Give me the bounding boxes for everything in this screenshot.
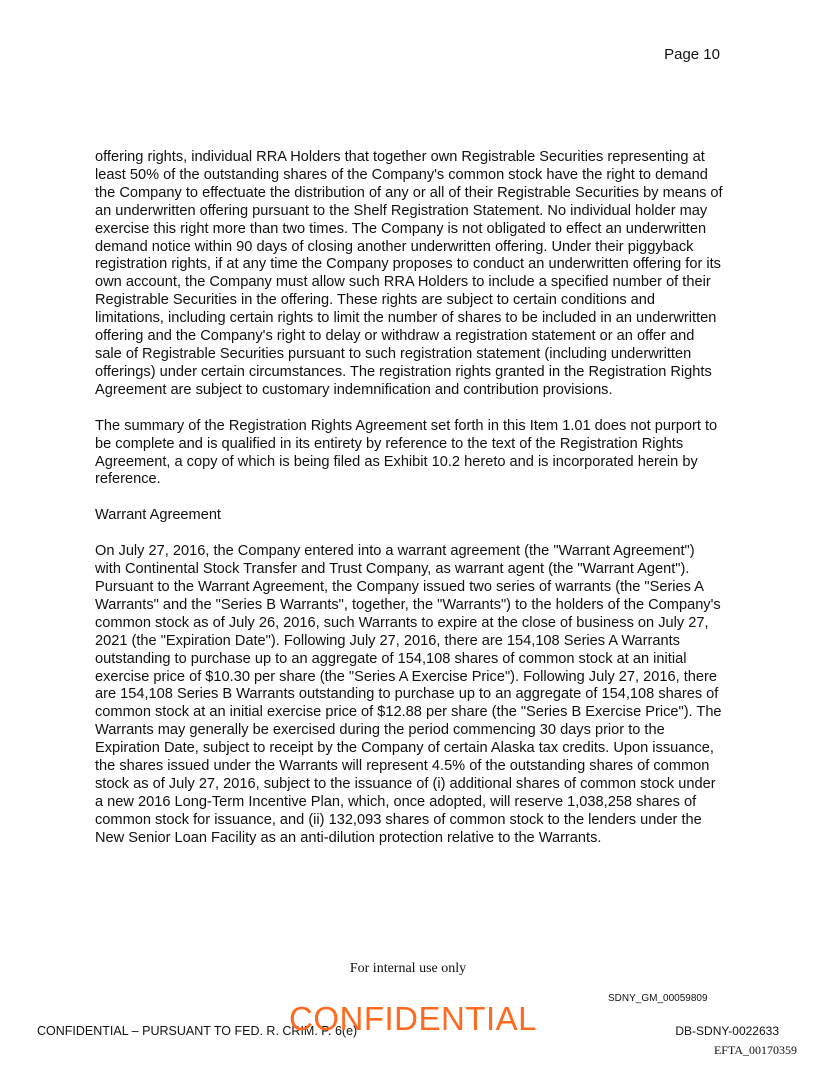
bates-number-efta: EFTA_00170359 xyxy=(713,1043,797,1057)
bates-number-db-sdny: DB-SDNY-0022633 xyxy=(675,1024,779,1038)
paragraph-rra-summary: The summary of the Registration Rights Agreement set forth in this Item 1.01 does not purport to be complete and is qualified in its entirety by reference to the text of the Registration Rights Agreement, a copy of which is being filed as Exhibit 10.2 hereto and is incorporated herein by reference. xyxy=(95,417,718,488)
confidential-notice: CONFIDENTIAL – PURSUANT TO FED. R. CRIM. P. 6(e) xyxy=(37,1024,358,1038)
internal-use-notice: For internal use only xyxy=(349,961,467,976)
paragraph-offering-rights: offering rights, individual RRA Holders that together own Registrable Securities representing at least 50% of the outstanding shares of the Company's common stock have the right to demand the Company to effectuate the distribution of any or all of their Registrable Securities by means of an underwritten offering pursuant to the Shelf Registration Statement. No individual holder may exercise this right more than two times. The Company is not obligated to effect an underwritten demand notice within 90 days of closing another underwritten offering. Under their piggyback registration rights, if at any time the Company proposes to conduct an underwritten offering for its own account, the Company must allow such RRA Holders to include a specified number of their Registrable Securities in the offering. These rights are subject to certain conditions and limitations, including certain rights to limit the number of shares to be included in an underwritten offering and the Company's right to delay or withdraw a registration statement or an offer and sale of Registrable Securities pursuant to such registration statement (including underwritten offerings) under certain circumstances. The registration rights granted in the Registration Rights Agreement are subject to customary indemnification and contribution provisions. xyxy=(95,149,723,398)
section-heading-warrant-agreement: Warrant Agreement xyxy=(95,507,221,524)
document-body xyxy=(95,149,723,866)
page-number: Page 10 xyxy=(664,46,720,63)
bates-number-sdny-gm: SDNY_GM_00059809 xyxy=(608,993,708,1004)
confidential-watermark: CONFIDENTIAL xyxy=(288,1000,538,1037)
paragraph-warrant-agreement: On July 27, 2016, the Company entered into a warrant agreement (the "Warrant Agreement") with Continental Stock Transfer and Trust Company, as warrant agent (the "Warrant Agent"). Pursuant to the Warrant Agreement, the Company issued two series of warrants (the "Series A Warrants" and the "Series B Warrants", together, the "Warrants") to the holders of the Company's common stock as of July 26, 2016, such Warrants to expire at the close of business on July 27, 2021 (the "Expiration Date"). Following July 27, 2016, there are 154,108 Series A Warrants outstanding to purchase up to an aggregate of 154,108 shares of common stock at an initial exercise price of $10.30 per share (the "Series A Exercise Price"). Following July 27, 2016, there are 154,108 Series B Warrants outstanding to purchase up to an aggregate of 154,108 shares of common stock at an initial exercise price of $12.88 per share (the "Series B Exercise Price"). The Warrants may generally be exercised during the period commencing 30 days prior to the Expiration Date, subject to receipt by the Company of certain Alaska tax credits. Upon issuance, the shares issued under the Warrants will represent 4.5% of the outstanding shares of common stock as of July 27, 2016, subject to the issuance of (i) additional shares of common stock under a new 2016 Long-Term Incentive Plan, which, once adopted, will reserve 1,038,258 shares of common stock for issuance, and (ii) 132,093 shares of common stock to the lenders under the New Senior Loan Facility as an anti-dilution protection relative to the Warrants. xyxy=(95,543,722,846)
